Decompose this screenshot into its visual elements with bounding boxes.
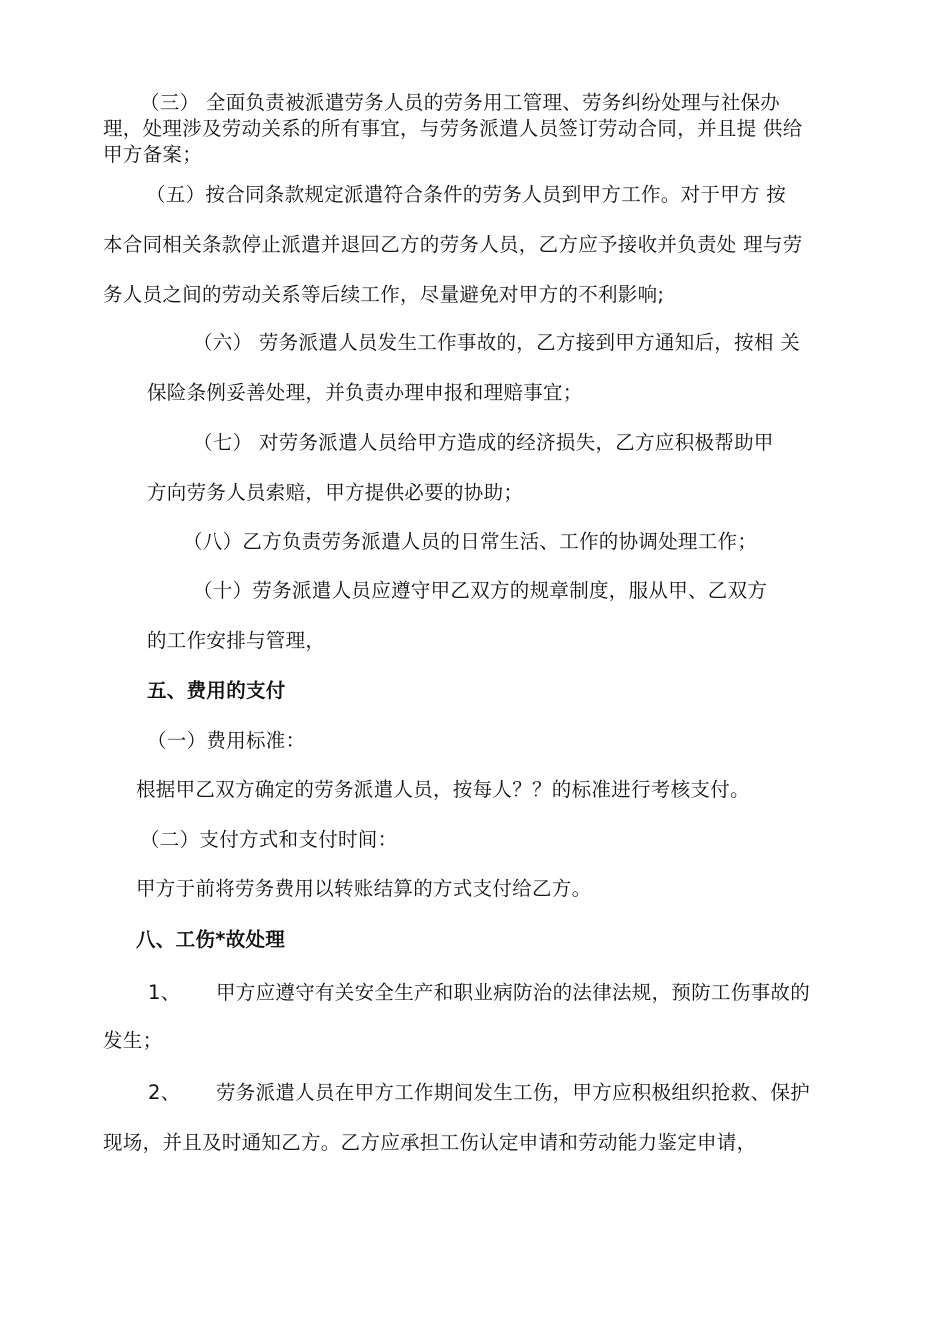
clause-3-line-2: 理，处理涉及劳动关系的所有事宜，与劳务派遣人员签订劳动合同，并且提 供给	[103, 117, 803, 140]
clause-7-line-1: （七） 对劳务派遣人员给甲方造成的经济损失，乙方应积极帮助甲	[193, 431, 774, 454]
fee-standard-text: 根据甲乙双方确定的劳务派遣人员，按每人？？的标准进行考核支付。	[136, 778, 750, 801]
clause-6-line-1: （六） 劳务派遣人员发生工作事故的，乙方接到甲方通知后，按相 关	[193, 331, 800, 354]
clause-3-line-1: （三） 全面负责被派遣劳务人员的劳务用工管理、劳务纠纷处理与社保办	[140, 91, 781, 114]
payment-method-text: 甲方于前将劳务费用以转账结算的方式支付给乙方。	[136, 877, 592, 900]
clause-3-line-3: 甲方备案；	[103, 143, 203, 166]
clause-8-line-1: （八）乙方负责劳务派遣人员的日常生活、工作的协调处理工作；	[183, 530, 758, 553]
item-1-number: 1、	[148, 981, 181, 1004]
item-1-line-1: 甲方应遵守有关安全生产和职业病防治的法律法规，预防工伤事故的	[216, 981, 811, 1004]
item-2-line-1: 劳务派遣人员在甲方工作期间发生工伤，甲方应积极组织抢救、保护	[216, 1081, 811, 1104]
item-1-line-2: 发生；	[103, 1029, 163, 1052]
clause-6-line-2: 保险条例妥善处理，并负责办理申报和理赔事宜；	[147, 381, 583, 404]
subsection-2-heading: （二）支付方式和支付时间：	[140, 828, 398, 851]
section-5-heading: 五、费用的支付	[147, 679, 286, 702]
clause-5-line-1: （五）按合同条款规定派遣符合条件的劳务人员到甲方工作。对于甲方 按	[146, 183, 787, 206]
clause-7-line-2: 方向劳务人员索赔，甲方提供必要的协助；	[147, 481, 524, 504]
clause-5-line-3: 务人员之间的劳动关系等后续工作，尽量避免对甲方的不利影响;	[103, 283, 665, 306]
section-8-heading: 八、工伤*故处理	[136, 928, 286, 951]
subsection-1-heading: （一）费用标准：	[147, 729, 306, 752]
clause-5-line-2: 本合同相关条款停止派遣并退回乙方的劳务人员，乙方应予接收并负责处 理与劳	[103, 233, 803, 256]
clause-10-line-1: （十）劳务派遣人员应遵守甲乙双方的规章制度，服从甲、乙双方	[193, 579, 768, 602]
item-2-line-2: 现场，并且及时通知乙方。乙方应承担工伤认定申请和劳动能力鉴定申请，	[103, 1131, 757, 1154]
clause-10-line-2: 的工作安排与管理，	[147, 629, 326, 652]
item-2-number: 2、	[148, 1081, 181, 1104]
